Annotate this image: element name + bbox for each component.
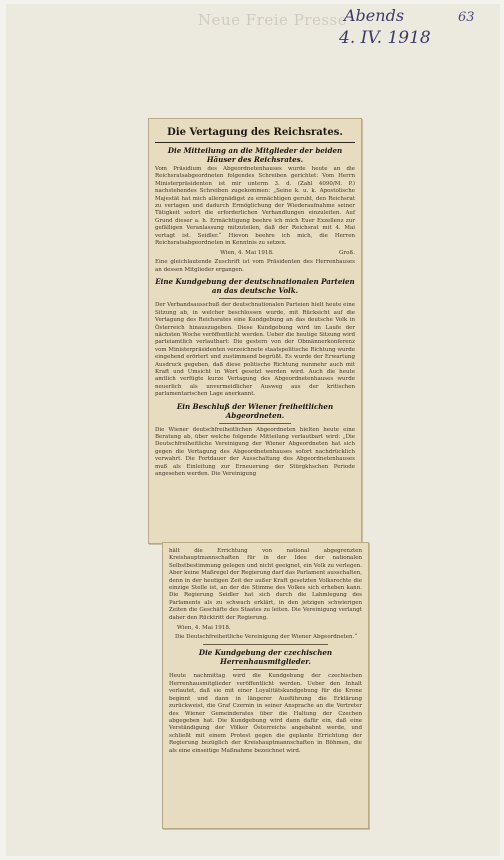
section-rule [219, 423, 291, 424]
newspaper-clipping-top [148, 118, 362, 544]
title-rule [155, 142, 355, 143]
section-rule [203, 644, 328, 645]
dateline: Wien, 4. Mai 1918. [220, 250, 274, 257]
section-heading-freiheitlich: Ein Beschluß der Wiener freiheitlichen Abgeordneten. [176, 401, 334, 420]
paragraph-announcement: Vom Präsidium des Abgeordnetenhauses wurde heute an die Reichsratsabgeordneten folgendes Schreiben gerichtet: Vom Herrn Ministerpräsidenten ist mir unterm 3. d. (Zahl 4090/M. P.) nachstehendes Schreiben zugekommen: „Seine k. u. k. Apostolische Majestät hat mich allergnädigst zu ermächtigen geruht, den Reichsrat zu vertagen und dadurch Ermöglichung der Wiederaufnahme seiner Tätigkeit sofort die erforderlichen Verhandlungen einzuleiten. Auf Grund dieser a. h. Ermächtigung beehre ich mich Euer Exzellenz zur gefälligen Veranlassung mitzuteilen, daß der Reichsrat mit 4. Mai vertagt ist. Seidler.“ Hievon beehre ich mich, die Herren Reichsratsabgeordneten in Kenntnis zu setzen. [155, 166, 355, 247]
dateline: Wien, 4. Mai 1918. [177, 625, 231, 632]
section-rule [219, 298, 291, 299]
paragraph-freiheitlich: Die Wiener deutschfreiheitlichen Abgeordneten hielten heute eine Beratung ab, über welche folgende Mitteilung verlautbart wird: „Die Deutschfreiheitliche Vereinigung der Wiener Abgeordneten hat sich gegen die Vertagung des Abgeordnetenhauses sofort nachdrücklich verwahrt. Die Fortdauer der Ausschaltung des Abgeordnetenhauses muß als Einleitung zur Erneuerung der Stürgkhschen Periode angesehen werden. Die Vereinigung [155, 426, 355, 477]
paragraph-deutschnational: Der Verbandsausschuß der deutschnationalen Parteien hielt heute eine Sitzung ab, in welcher beschlossen wurde, mit Rücksicht auf die Vertagung des Reichsrates eine Kundgebung an das deutsche Volk in Österreich hinauszugeben. Diese Kundgebung wird im Laufe der nächsten Woche veröffentlicht werden. Ueber die heutige Sitzung wird parteiamtlich verlautbart: Die gestern von der Obmännerkonferenz vom Ministerpräsidenten verzeichnete staatspolitische Richtung wurde eingehend erörtert und zustimmend begrüßt. Es wurde der Erwartung Ausdruck gegeben, daß diese politische Richtung nunmehr auch mit Kraft und Umsicht in Wort gesetzt werden wird. Auch die heute amtlich verfügte kurze Vertagung des Abgeordnetenhauses wurde neuerlich als unvermeidlicher Ausweg aus der kritischen parlamentarischen Lage anerkannt. [155, 302, 355, 398]
handwritten-edition: Abends [344, 6, 405, 25]
paragraph-herrenhaus: Eine gleichlautende Zuschrift ist vom Präsidenten des Herrenhauses an dessen Mitglieder ergangen. [155, 259, 355, 273]
handwritten-date: 4. IV. 1918 [339, 28, 431, 48]
signature-vereinigung: Die Deutschfreiheitliche Vereinigung der Wiener Abgeordneten.“ [175, 634, 358, 641]
newspaper-stamp: Neue Freie Presse [198, 11, 348, 29]
section-heading-deutschnational: Eine Kundgebung der deutschnationalen Parteien an das deutsche Volk. [155, 277, 355, 296]
dateline-row [155, 249, 355, 257]
article-title: Die Vertagung des Reichsrates. [167, 127, 343, 138]
section-rule [233, 669, 298, 670]
newspaper-clipping-bottom [162, 542, 369, 829]
handwritten-page-number: 63 [458, 10, 475, 25]
section-heading-czech: Die Kundgebung der czechischen Herrenhausmitglieder. [198, 648, 333, 667]
paragraph-continuation: hält die Errichtung von national abgegrenzten Kreishauptmannschaften für in der Idee der nationalen Selbstbestimmung gelegen und nicht geeignet, ein Volk zu verlegen. Aber keine Maßregel der Regierung darf das Parlament ausschalten, denn in der heutigen Zeit der außer Kraft gesetzten Volksrechte die einzige Stelle ist, an der die Stimme des Volkes sich erheben kann. Die Regierung Seidler hat sich durch die Lahmlegung des Parlaments als zu schwach erklärt, in den jetzigen schwierigen Zeiten die Geschäfte des Staates zu leiten. Die Vereinigung verlangt daher den Rücktritt der Regierung. [169, 548, 362, 621]
paragraph-czech: Heute nachmittag wird die Kundgebung der czechischen Herrenhausmitglieder veröffentlicht werden. Ueber den Inhalt verlautet, daß sie mit einer Loyalitätskundgebung für die Krone beginnt und dann in längerer Ausführung die Erklärung zurückweist, die Graf Czernin in seiner Ansprache an die Vertreter des Wiener Gemeinderates über die Haltung der Czechen abgegeben hat. Die Kundgebung wird dann dafür ein, daß eine Verständigung der Völker Österreichs angebahnt werde, und schließt mit einem Protest gegen die geplante Errichtung der Regierung bezüglich der Kreishauptmannschaften in Böhmen, die als eine einseitige Maßnahme bezeichnet wird. [169, 673, 362, 754]
signature: Groß. [338, 250, 355, 257]
section-heading-announcement: Die Mitteilung an die Mitglieder der beiden Häuser des Reichsrates. [167, 146, 343, 164]
